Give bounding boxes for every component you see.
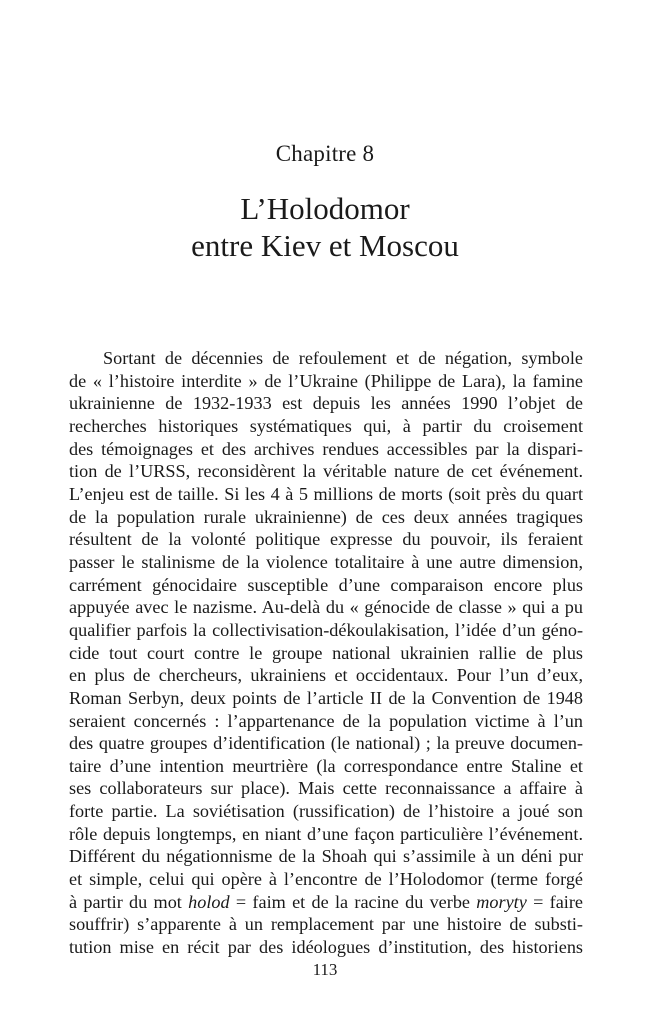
text-line: résultent de la volonté politique expresse du pouvoir, ils feraient	[69, 529, 583, 550]
text-line-with-italics	[69, 891, 583, 914]
text-line: souffrir) s’apparente à un remplacement par une histoire de substi-	[69, 914, 583, 935]
text-line: taire d’une intention meurtrière (la correspondance entre Staline et	[69, 755, 583, 776]
chapter-title-line-1: L’Holodomor	[240, 191, 410, 226]
chapter-title	[0, 190, 650, 264]
text-line: passer le stalinisme de la violence totalitaire à une autre dimension,	[69, 551, 583, 572]
chapter-label: Chapitre 8	[275, 141, 375, 166]
text-line: qualifier parfois la collectivisation-dékoulakisation, l’idée d’un géno-	[69, 619, 583, 640]
text-fragment: à partir du mot	[69, 891, 189, 912]
text-line: tion de l’URSS, reconsidèrent la véritable nature de cet événement.	[69, 461, 583, 482]
text-line: des quatre groupes d’identification (le national) ; la preuve documen-	[69, 733, 583, 754]
body-paragraph	[69, 347, 583, 959]
text-line: en plus de chercheurs, ukrainiens et occidentaux. Pour l’un d’eux,	[69, 665, 583, 686]
text-line: carrément génocidaire susceptible d’une comparaison encore plus	[69, 574, 583, 595]
text-line: de « l’histoire interdite » de l’Ukraine (Philippe de Lara), la famine	[69, 370, 583, 391]
text-line: ses collaborateurs sur place). Mais cette reconnaissance a affaire à	[69, 778, 583, 799]
text-line: tution mise en récit par des idéologues d’institution, des historiens	[69, 937, 583, 958]
text-line: Sortant de décennies de refoulement et de négation, symbole	[103, 348, 583, 368]
text-line: appuyée avec le nazisme. Au-delà du « génocide de classe » qui a pu	[69, 597, 583, 618]
text-line: rôle depuis longtemps, en niant d’une façon particulière l’événement.	[69, 823, 583, 844]
text-line: et simple, celui qui opère à l’encontre de l’Holodomor (terme forgé	[69, 869, 583, 890]
text-line: Différent du négationnisme de la Shoah qui s’assimile à un déni pur	[69, 846, 583, 867]
text-fragment: = faire	[526, 891, 583, 912]
text-fragment: = faim et de la racine du verbe	[229, 891, 477, 912]
page-number: 113	[312, 960, 338, 979]
text-line: ukrainienne de 1932-1933 est depuis les années 1990 l’objet de	[69, 393, 583, 414]
text-line: de la population rurale ukrainienne) de ces deux années tragiques	[69, 506, 583, 527]
chapter-title-line-2: entre Kiev et Moscou	[191, 228, 459, 263]
text-line: Roman Serbyn, deux points de l’article II de la Convention de 1948	[69, 687, 583, 708]
italic-term-moryty: moryty	[476, 891, 527, 912]
text-line: forte partie. La soviétisation (russification) de l’histoire a joué son	[69, 801, 583, 822]
text-line: recherches historiques systématiques qui, à partir du croisement	[69, 415, 583, 436]
text-line: L’enjeu est de taille. Si les 4 à 5 millions de morts (soit près du quart	[69, 483, 583, 504]
text-line: seraient concernés : l’appartenance de la population victime à l’un	[69, 710, 583, 731]
text-line: cide tout court contre le groupe national ukrainien rallie de plus	[69, 642, 583, 663]
italic-term-holod: holod	[188, 891, 230, 912]
text-line: des témoignages et des archives rendues accessibles par la dispari-	[69, 438, 583, 459]
